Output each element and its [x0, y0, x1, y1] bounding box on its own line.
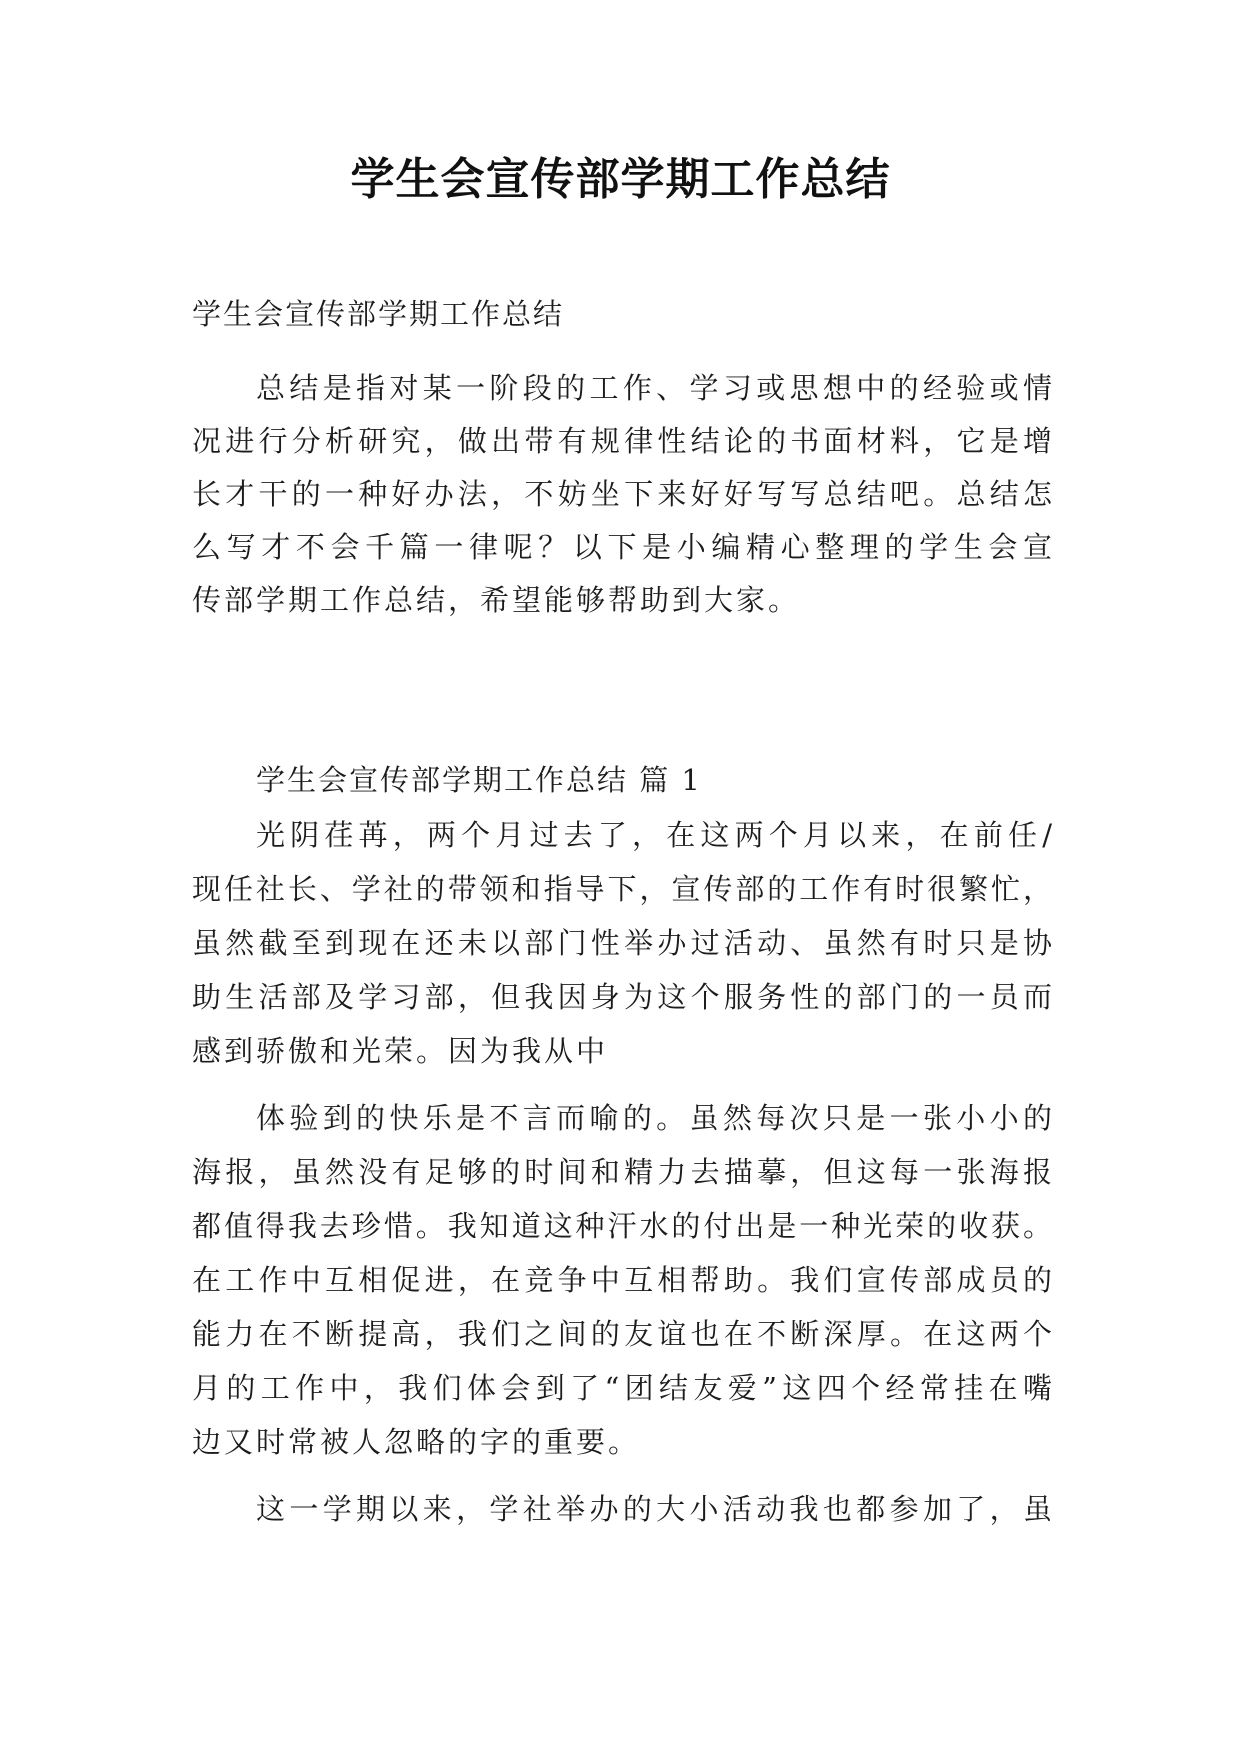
section-heading: 学生会宣传部学期工作总结 篇 1 [256, 763, 702, 797]
paragraph-line: 长才干的一种好办法，不妨坐下来好好写写总结吧。总结怎 [192, 477, 1052, 511]
document-title: 学生会宣传部学期工作总结 [350, 154, 891, 205]
paragraph-line: 虽然截至到现在还未以部门性举办过活动、虽然有时只是协 [192, 926, 1052, 960]
paragraph-line: 总结是指对某一阶段的工作、学习或思想中的经验或情 [256, 371, 1052, 405]
paragraph-line: 边又时常被人忽略的字的重要。 [192, 1425, 641, 1459]
paragraph-line: 都值得我去珍惜。我知道这种汗水的付出是一种光荣的收获。 [192, 1209, 1052, 1243]
paragraph-line: 体验到的快乐是不言而喻的。虽然每次只是一张小小的 [256, 1101, 1052, 1135]
paragraph-line: 在工作中互相促进，在竞争中互相帮助。我们宣传部成员的 [192, 1263, 1052, 1297]
paragraph-line: 光阴荏苒，两个月过去了，在这两个月以来，在前任/ [256, 818, 1052, 852]
paragraph-line: 助生活部及学习部，但我因身为这个服务性的部门的一员而 [192, 980, 1052, 1014]
paragraph-line: 能力在不断提高，我们之间的友谊也在不断深厚。在这两个 [192, 1317, 1052, 1351]
document-subtitle: 学生会宣传部学期工作总结 [192, 297, 565, 331]
paragraph-line: 月的工作中，我们体会到了“团结友爱”这四个经常挂在嘴 [192, 1371, 1052, 1405]
paragraph-line: 这一学期以来，学社举办的大小活动我也都参加了，虽 [256, 1492, 1052, 1526]
paragraph-line: 传部学期工作总结，希望能够帮助到大家。 [192, 583, 801, 617]
paragraph-line: 感到骄傲和光荣。因为我从中 [192, 1034, 609, 1068]
paragraph-line: 况进行分析研究，做出带有规律性结论的书面材料，它是增 [192, 424, 1052, 458]
paragraph-line: 现任社长、学社的带领和指导下，宣传部的工作有时很繁忙， [192, 872, 1052, 906]
paragraph-line: 么写才不会千篇一律呢？以下是小编精心整理的学生会宣 [192, 530, 1052, 564]
paragraph-line: 海报，虽然没有足够的时间和精力去描摹，但这每一张海报 [192, 1155, 1052, 1189]
